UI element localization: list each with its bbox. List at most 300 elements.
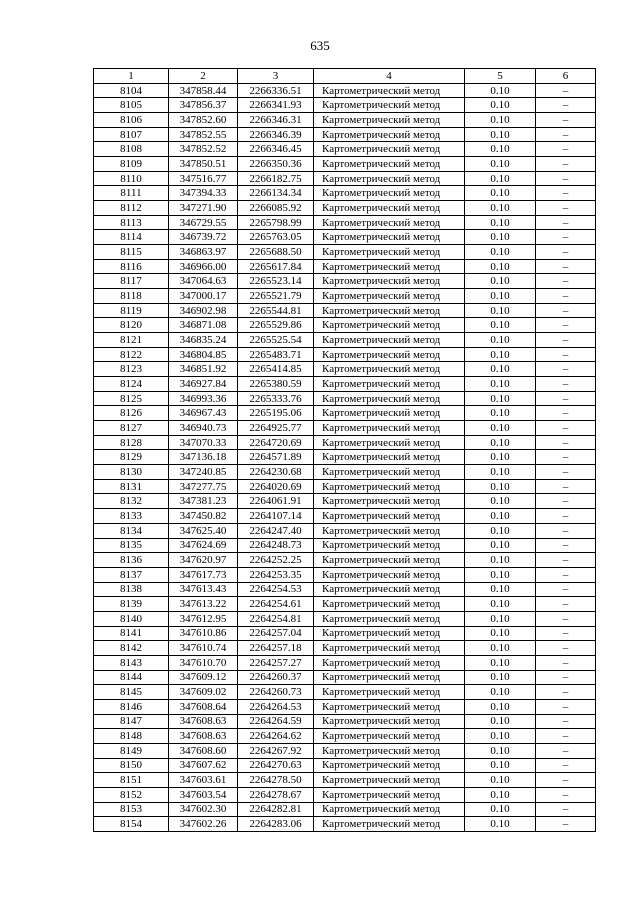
point-number-cell: 8124: [94, 377, 169, 392]
x-coordinate-cell: 347394.33: [169, 186, 238, 201]
accuracy-cell: 0.10: [465, 538, 536, 553]
y-coordinate-cell: 2264264.59: [238, 714, 314, 729]
point-number-cell: 8122: [94, 347, 169, 362]
table-row: [94, 83, 596, 98]
note-cell: –: [536, 435, 596, 450]
point-number-cell: 8142: [94, 641, 169, 656]
accuracy-cell: 0.10: [465, 670, 536, 685]
x-coordinate-cell: 347000.17: [169, 289, 238, 304]
method-cell: Картометрический метод: [314, 758, 465, 773]
accuracy-cell: 0.10: [465, 523, 536, 538]
table-row: [94, 582, 596, 597]
table-row: [94, 641, 596, 656]
point-number-cell: 8145: [94, 685, 169, 700]
note-cell: –: [536, 494, 596, 509]
table-row: [94, 113, 596, 128]
point-number-cell: 8107: [94, 127, 169, 142]
x-coordinate-cell: 346927.84: [169, 377, 238, 392]
y-coordinate-cell: 2264264.53: [238, 699, 314, 714]
accuracy-cell: 0.10: [465, 817, 536, 832]
method-cell: Картометрический метод: [314, 626, 465, 641]
y-coordinate-cell: 2264252.25: [238, 553, 314, 568]
point-number-cell: 8128: [94, 435, 169, 450]
y-coordinate-cell: 2264257.27: [238, 655, 314, 670]
point-number-cell: 8106: [94, 113, 169, 128]
y-coordinate-cell: 2264061.91: [238, 494, 314, 509]
accuracy-cell: 0.10: [465, 201, 536, 216]
table-row: [94, 362, 596, 377]
y-coordinate-cell: 2265529.86: [238, 318, 314, 333]
table-row: [94, 127, 596, 142]
x-coordinate-cell: 347271.90: [169, 201, 238, 216]
x-coordinate-cell: 347609.12: [169, 670, 238, 685]
method-cell: Картометрический метод: [314, 494, 465, 509]
method-cell: Картометрический метод: [314, 142, 465, 157]
accuracy-cell: 0.10: [465, 465, 536, 480]
note-cell: –: [536, 450, 596, 465]
table-row: [94, 817, 596, 832]
accuracy-cell: 0.10: [465, 406, 536, 421]
point-number-cell: 8133: [94, 509, 169, 524]
note-cell: –: [536, 802, 596, 817]
x-coordinate-cell: 347617.73: [169, 567, 238, 582]
y-coordinate-cell: 2264253.35: [238, 567, 314, 582]
table-row: [94, 201, 596, 216]
y-coordinate-cell: 2264257.18: [238, 641, 314, 656]
point-number-cell: 8141: [94, 626, 169, 641]
table-row: [94, 347, 596, 362]
point-number-cell: 8147: [94, 714, 169, 729]
table-row: [94, 611, 596, 626]
table-row: [94, 465, 596, 480]
y-coordinate-cell: 2264278.67: [238, 787, 314, 802]
note-cell: –: [536, 655, 596, 670]
table-row: [94, 523, 596, 538]
point-number-cell: 8140: [94, 611, 169, 626]
table-row: [94, 626, 596, 641]
column-header: 2: [169, 69, 238, 84]
accuracy-cell: 0.10: [465, 714, 536, 729]
table-row: [94, 318, 596, 333]
note-cell: –: [536, 729, 596, 744]
page-number: 635: [310, 38, 330, 53]
y-coordinate-cell: 2266346.39: [238, 127, 314, 142]
table-row: [94, 435, 596, 450]
table-row: [94, 421, 596, 436]
column-header: 1: [94, 69, 169, 84]
y-coordinate-cell: 2266341.93: [238, 98, 314, 113]
note-cell: –: [536, 641, 596, 656]
point-number-cell: 8136: [94, 553, 169, 568]
method-cell: Картометрический метод: [314, 655, 465, 670]
x-coordinate-cell: 346851.92: [169, 362, 238, 377]
table-row: [94, 171, 596, 186]
table-row: [94, 377, 596, 392]
y-coordinate-cell: 2265688.50: [238, 245, 314, 260]
note-cell: –: [536, 377, 596, 392]
method-cell: Картометрический метод: [314, 773, 465, 788]
table-row: [94, 215, 596, 230]
method-cell: Картометрический метод: [314, 567, 465, 582]
point-number-cell: 8114: [94, 230, 169, 245]
point-number-cell: 8123: [94, 362, 169, 377]
method-cell: Картометрический метод: [314, 523, 465, 538]
accuracy-cell: 0.10: [465, 186, 536, 201]
method-cell: Картометрический метод: [314, 743, 465, 758]
accuracy-cell: 0.10: [465, 582, 536, 597]
point-number-cell: 8135: [94, 538, 169, 553]
note-cell: –: [536, 98, 596, 113]
table-row: [94, 714, 596, 729]
point-number-cell: 8138: [94, 582, 169, 597]
accuracy-cell: 0.10: [465, 699, 536, 714]
y-coordinate-cell: 2264254.61: [238, 597, 314, 612]
point-number-cell: 8125: [94, 391, 169, 406]
note-cell: –: [536, 699, 596, 714]
y-coordinate-cell: 2264247.40: [238, 523, 314, 538]
point-number-cell: 8117: [94, 274, 169, 289]
column-header: 5: [465, 69, 536, 84]
table-row: [94, 98, 596, 113]
y-coordinate-cell: 2264270.63: [238, 758, 314, 773]
accuracy-cell: 0.10: [465, 435, 536, 450]
y-coordinate-cell: 2265544.81: [238, 303, 314, 318]
x-coordinate-cell: 347850.51: [169, 157, 238, 172]
y-coordinate-cell: 2265521.79: [238, 289, 314, 304]
method-cell: Картометрический метод: [314, 817, 465, 832]
point-number-cell: 8139: [94, 597, 169, 612]
y-coordinate-cell: 2264282.81: [238, 802, 314, 817]
point-number-cell: 8105: [94, 98, 169, 113]
accuracy-cell: 0.10: [465, 685, 536, 700]
note-cell: –: [536, 245, 596, 260]
x-coordinate-cell: 347070.33: [169, 435, 238, 450]
table-row: [94, 670, 596, 685]
note-cell: –: [536, 538, 596, 553]
point-number-cell: 8121: [94, 333, 169, 348]
point-number-cell: 8132: [94, 494, 169, 509]
y-coordinate-cell: 2264267.92: [238, 743, 314, 758]
accuracy-cell: 0.10: [465, 450, 536, 465]
method-cell: Картометрический метод: [314, 362, 465, 377]
x-coordinate-cell: 347277.75: [169, 479, 238, 494]
note-cell: –: [536, 201, 596, 216]
method-cell: Картометрический метод: [314, 98, 465, 113]
method-cell: Картометрический метод: [314, 787, 465, 802]
table-row: [94, 509, 596, 524]
method-cell: Картометрический метод: [314, 685, 465, 700]
note-cell: –: [536, 582, 596, 597]
table-body: [94, 83, 596, 831]
point-number-cell: 8129: [94, 450, 169, 465]
x-coordinate-cell: 347613.43: [169, 582, 238, 597]
method-cell: Картометрический метод: [314, 421, 465, 436]
x-coordinate-cell: 347610.74: [169, 641, 238, 656]
table-row: [94, 245, 596, 260]
x-coordinate-cell: 346940.73: [169, 421, 238, 436]
note-cell: –: [536, 171, 596, 186]
method-cell: Картометрический метод: [314, 729, 465, 744]
accuracy-cell: 0.10: [465, 333, 536, 348]
y-coordinate-cell: 2266085.92: [238, 201, 314, 216]
x-coordinate-cell: 347624.69: [169, 538, 238, 553]
x-coordinate-cell: 347603.61: [169, 773, 238, 788]
accuracy-cell: 0.10: [465, 509, 536, 524]
accuracy-cell: 0.10: [465, 787, 536, 802]
point-number-cell: 8144: [94, 670, 169, 685]
point-number-cell: 8113: [94, 215, 169, 230]
point-number-cell: 8120: [94, 318, 169, 333]
accuracy-cell: 0.10: [465, 362, 536, 377]
note-cell: –: [536, 465, 596, 480]
y-coordinate-cell: 2265523.14: [238, 274, 314, 289]
note-cell: –: [536, 817, 596, 832]
y-coordinate-cell: 2264571.89: [238, 450, 314, 465]
accuracy-cell: 0.10: [465, 245, 536, 260]
x-coordinate-cell: 347613.22: [169, 597, 238, 612]
table-row: [94, 685, 596, 700]
y-coordinate-cell: 2265617.84: [238, 259, 314, 274]
accuracy-cell: 0.10: [465, 230, 536, 245]
x-coordinate-cell: 347608.63: [169, 729, 238, 744]
y-coordinate-cell: 2265414.85: [238, 362, 314, 377]
table-row: [94, 494, 596, 509]
y-coordinate-cell: 2264260.73: [238, 685, 314, 700]
method-cell: Картометрический метод: [314, 582, 465, 597]
point-number-cell: 8127: [94, 421, 169, 436]
accuracy-cell: 0.10: [465, 802, 536, 817]
method-cell: Картометрический метод: [314, 509, 465, 524]
y-coordinate-cell: 2265525.54: [238, 333, 314, 348]
accuracy-cell: 0.10: [465, 171, 536, 186]
table-row: [94, 553, 596, 568]
note-cell: –: [536, 83, 596, 98]
note-cell: –: [536, 685, 596, 700]
y-coordinate-cell: 2266346.45: [238, 142, 314, 157]
column-header: 6: [536, 69, 596, 84]
y-coordinate-cell: 2264020.69: [238, 479, 314, 494]
y-coordinate-cell: 2264254.53: [238, 582, 314, 597]
point-number-cell: 8154: [94, 817, 169, 832]
note-cell: –: [536, 157, 596, 172]
x-coordinate-cell: 347602.30: [169, 802, 238, 817]
note-cell: –: [536, 670, 596, 685]
point-number-cell: 8116: [94, 259, 169, 274]
table-row: [94, 567, 596, 582]
note-cell: –: [536, 113, 596, 128]
x-coordinate-cell: 347620.97: [169, 553, 238, 568]
accuracy-cell: 0.10: [465, 758, 536, 773]
note-cell: –: [536, 597, 596, 612]
x-coordinate-cell: 347858.44: [169, 83, 238, 98]
x-coordinate-cell: 346804.85: [169, 347, 238, 362]
x-coordinate-cell: 346967.43: [169, 406, 238, 421]
y-coordinate-cell: 2264278.50: [238, 773, 314, 788]
table-row: [94, 333, 596, 348]
x-coordinate-cell: 346966.00: [169, 259, 238, 274]
note-cell: –: [536, 523, 596, 538]
x-coordinate-cell: 347608.64: [169, 699, 238, 714]
table-row: [94, 655, 596, 670]
note-cell: –: [536, 127, 596, 142]
point-number-cell: 8108: [94, 142, 169, 157]
method-cell: Картометрический метод: [314, 714, 465, 729]
table-row: [94, 699, 596, 714]
note-cell: –: [536, 758, 596, 773]
x-coordinate-cell: 347516.77: [169, 171, 238, 186]
x-coordinate-cell: 347602.26: [169, 817, 238, 832]
table-row: [94, 743, 596, 758]
method-cell: Картометрический метод: [314, 113, 465, 128]
note-cell: –: [536, 714, 596, 729]
method-cell: Картометрический метод: [314, 289, 465, 304]
table-row: [94, 773, 596, 788]
method-cell: Картометрический метод: [314, 670, 465, 685]
x-coordinate-cell: 346863.97: [169, 245, 238, 260]
y-coordinate-cell: 2264107.14: [238, 509, 314, 524]
y-coordinate-cell: 2264254.81: [238, 611, 314, 626]
point-number-cell: 8118: [94, 289, 169, 304]
accuracy-cell: 0.10: [465, 611, 536, 626]
point-number-cell: 8109: [94, 157, 169, 172]
x-coordinate-cell: 346902.98: [169, 303, 238, 318]
point-number-cell: 8131: [94, 479, 169, 494]
method-cell: Картометрический метод: [314, 406, 465, 421]
note-cell: –: [536, 274, 596, 289]
x-coordinate-cell: 347609.02: [169, 685, 238, 700]
method-cell: Картометрический метод: [314, 597, 465, 612]
point-number-cell: 8151: [94, 773, 169, 788]
method-cell: Картометрический метод: [314, 465, 465, 480]
table-row: [94, 259, 596, 274]
x-coordinate-cell: 347136.18: [169, 450, 238, 465]
method-cell: Картометрический метод: [314, 450, 465, 465]
note-cell: –: [536, 553, 596, 568]
column-header: 4: [314, 69, 465, 84]
x-coordinate-cell: 346739.72: [169, 230, 238, 245]
x-coordinate-cell: 347856.37: [169, 98, 238, 113]
accuracy-cell: 0.10: [465, 553, 536, 568]
method-cell: Картометрический метод: [314, 553, 465, 568]
accuracy-cell: 0.10: [465, 215, 536, 230]
note-cell: –: [536, 142, 596, 157]
accuracy-cell: 0.10: [465, 567, 536, 582]
y-coordinate-cell: 2265333.76: [238, 391, 314, 406]
table-row: [94, 303, 596, 318]
note-cell: –: [536, 303, 596, 318]
coordinates-table: [93, 68, 596, 832]
y-coordinate-cell: 2264248.73: [238, 538, 314, 553]
point-number-cell: 8152: [94, 787, 169, 802]
accuracy-cell: 0.10: [465, 626, 536, 641]
note-cell: –: [536, 509, 596, 524]
x-coordinate-cell: 347625.40: [169, 523, 238, 538]
accuracy-cell: 0.10: [465, 479, 536, 494]
accuracy-cell: 0.10: [465, 641, 536, 656]
x-coordinate-cell: 347608.60: [169, 743, 238, 758]
y-coordinate-cell: 2266182.75: [238, 171, 314, 186]
note-cell: –: [536, 567, 596, 582]
note-cell: –: [536, 186, 596, 201]
point-number-cell: 8104: [94, 83, 169, 98]
y-coordinate-cell: 2264260.37: [238, 670, 314, 685]
note-cell: –: [536, 347, 596, 362]
note-cell: –: [536, 773, 596, 788]
x-coordinate-cell: 347610.70: [169, 655, 238, 670]
accuracy-cell: 0.10: [465, 597, 536, 612]
note-cell: –: [536, 626, 596, 641]
table-row: [94, 289, 596, 304]
note-cell: –: [536, 421, 596, 436]
x-coordinate-cell: 347450.82: [169, 509, 238, 524]
accuracy-cell: 0.10: [465, 655, 536, 670]
x-coordinate-cell: 347603.54: [169, 787, 238, 802]
table-row: [94, 450, 596, 465]
accuracy-cell: 0.10: [465, 157, 536, 172]
method-cell: Картометрический метод: [314, 157, 465, 172]
y-coordinate-cell: 2266350.36: [238, 157, 314, 172]
x-coordinate-cell: 347852.55: [169, 127, 238, 142]
method-cell: Картометрический метод: [314, 215, 465, 230]
x-coordinate-cell: 347381.23: [169, 494, 238, 509]
accuracy-cell: 0.10: [465, 347, 536, 362]
y-coordinate-cell: 2264720.69: [238, 435, 314, 450]
accuracy-cell: 0.10: [465, 391, 536, 406]
note-cell: –: [536, 259, 596, 274]
table-row: [94, 186, 596, 201]
table-row: [94, 787, 596, 802]
accuracy-cell: 0.10: [465, 318, 536, 333]
accuracy-cell: 0.10: [465, 98, 536, 113]
method-cell: Картометрический метод: [314, 435, 465, 450]
y-coordinate-cell: 2265763.05: [238, 230, 314, 245]
accuracy-cell: 0.10: [465, 274, 536, 289]
note-cell: –: [536, 318, 596, 333]
point-number-cell: 8115: [94, 245, 169, 260]
accuracy-cell: 0.10: [465, 494, 536, 509]
accuracy-cell: 0.10: [465, 773, 536, 788]
x-coordinate-cell: 347064.63: [169, 274, 238, 289]
point-number-cell: 8150: [94, 758, 169, 773]
table-row: [94, 538, 596, 553]
point-number-cell: 8119: [94, 303, 169, 318]
x-coordinate-cell: 346835.24: [169, 333, 238, 348]
note-cell: –: [536, 215, 596, 230]
method-cell: Картометрический метод: [314, 245, 465, 260]
y-coordinate-cell: 2264257.04: [238, 626, 314, 641]
method-cell: Картометрический метод: [314, 83, 465, 98]
table-row: [94, 142, 596, 157]
x-coordinate-cell: 347607.62: [169, 758, 238, 773]
accuracy-cell: 0.10: [465, 142, 536, 157]
accuracy-cell: 0.10: [465, 83, 536, 98]
table-row: [94, 230, 596, 245]
note-cell: –: [536, 391, 596, 406]
y-coordinate-cell: 2264264.62: [238, 729, 314, 744]
table-row: [94, 406, 596, 421]
x-coordinate-cell: 347852.52: [169, 142, 238, 157]
accuracy-cell: 0.10: [465, 113, 536, 128]
x-coordinate-cell: 347608.63: [169, 714, 238, 729]
method-cell: Картометрический метод: [314, 318, 465, 333]
table-row: [94, 157, 596, 172]
point-number-cell: 8146: [94, 699, 169, 714]
accuracy-cell: 0.10: [465, 289, 536, 304]
y-coordinate-cell: 2265380.59: [238, 377, 314, 392]
method-cell: Картометрический метод: [314, 479, 465, 494]
y-coordinate-cell: 2265195.06: [238, 406, 314, 421]
accuracy-cell: 0.10: [465, 729, 536, 744]
